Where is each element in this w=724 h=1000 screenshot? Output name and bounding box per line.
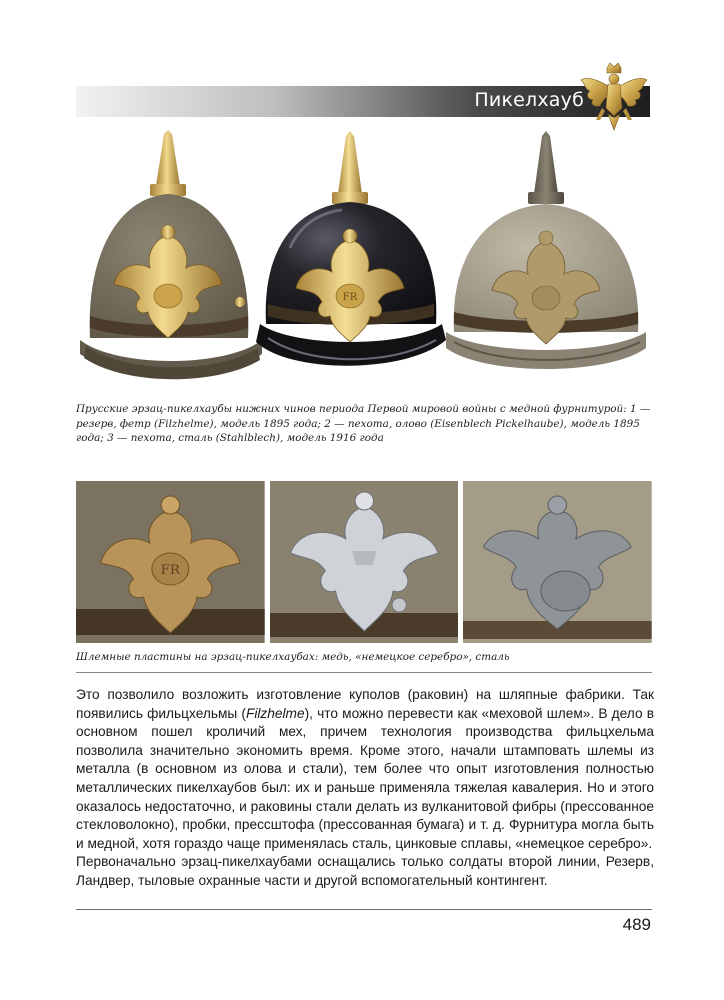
- body-text-segment: Это позволило возложить изготовление куполов (раковин) на шляпные фабрики. Так появились фильцхельмы (: [76, 687, 654, 721]
- caption-divider: [76, 672, 652, 673]
- plate-photo-copper: [76, 481, 265, 643]
- body-paragraph: [76, 686, 654, 853]
- monogram-label-plate: FR: [160, 563, 180, 578]
- body-paragraph: Первоначально эрзац-пикелхаубами оснащались только солдаты второй линии, Резерв, Ландвер, тыловые охранные части и другой вспомогательный контингент.: [76, 854, 654, 888]
- plates-figure-caption: Шлемные пластины на эрзац-пикелхаубах: медь, «немецкое серебро», сталь: [76, 651, 510, 663]
- page-number: 489: [622, 915, 651, 934]
- helmets-figure-caption: Прусские эрзац-пикелхаубы нижних чинов периода Первой мировой войны с медной фурнитурой: 1 — резерв, фетр (Filzhelme), модель 1895 года; 2 — пехота, олово (Eisenblech Pickelhaube), модель 1895 года; 3 — пехота, сталь (Stahlblech), модель 1916 года: [76, 403, 651, 444]
- helmet-photo-steel-infantry: [440, 128, 652, 388]
- chapter-header-bar: [76, 86, 650, 117]
- helmet-photo-tin-infantry: [250, 128, 450, 388]
- prussian-eagle-emblem-icon: [578, 62, 650, 132]
- body-term-italic: Filzhelme: [245, 705, 305, 721]
- plate-photo-steel: [463, 481, 652, 643]
- footer-divider: [76, 909, 652, 910]
- helmet-plates-figure: [76, 481, 652, 643]
- plate-photo-german-silver: [270, 481, 459, 643]
- body-text-segment: ), что можно перевести как «меховой шлем». В дело в основном пошел кроличий мех, причем технология производства фильцхельма позволила значительно экономить время. Кроме этого, начали штамповать шлемы из металла (в основном из олова и стали), тем более что опыт изготовления полностью металлических пикелхаубов был: их и раньше применяла тяжелая кавалерия. Но и этого оказалось недостаточно, и раковины стали делать из вулканитовой фибры (прессованное стекловолокно), пробки, прессштофа (прессованная бумага) и т. д. Фурнитура могла быть и медной, хотя гораздо чаще применялась сталь, цинковые сплавы, «немецкое серебро».: [76, 705, 655, 851]
- chapter-title: Пикелхауб: [474, 89, 584, 111]
- monogram-label-helmet: FR: [342, 292, 358, 303]
- helmet-photo-felt-reserve: [76, 128, 268, 388]
- article-body: [76, 686, 654, 891]
